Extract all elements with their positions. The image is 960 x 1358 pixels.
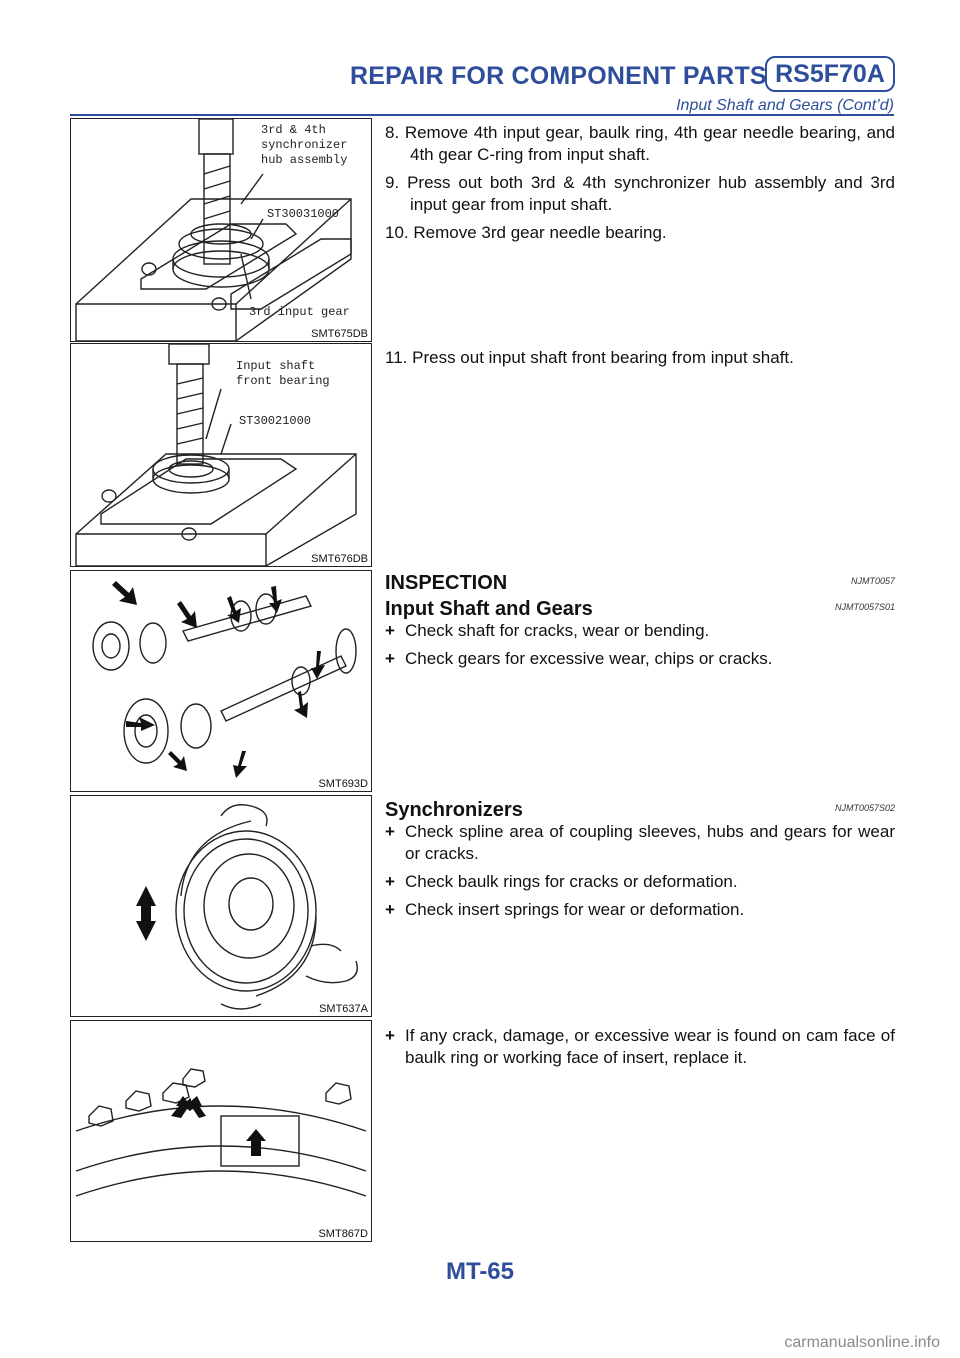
figure-smt867d	[70, 1020, 372, 1242]
step-number: 8.	[385, 123, 400, 142]
bullet-mark: +	[385, 900, 395, 919]
bullet-text: If any crack, damage, or excessive wear is found on cam face of baulk ring or working face of insert, replace it.	[405, 1026, 895, 1067]
bullet-mark: +	[385, 872, 395, 891]
bullet-text: Check shaft for cracks, wear or bending.	[405, 621, 710, 640]
step-text: Remove 3rd gear needle bearing.	[413, 223, 667, 242]
header-divider	[70, 114, 894, 116]
section-title: REPAIR FOR COMPONENT PARTS	[350, 62, 767, 90]
figure-code: SMT867D	[318, 1228, 368, 1240]
inspection-section	[385, 572, 895, 676]
fig2-label-2: front bearing	[236, 374, 330, 388]
subheading-ref-code: NJMT0057S01	[834, 602, 895, 612]
front-bearing-press-illustration	[71, 344, 371, 566]
bullet-mark: +	[385, 649, 395, 668]
step-text: Press out input shaft front bearing from input shaft.	[412, 348, 794, 367]
step-8	[385, 122, 895, 166]
baulk-ring-cam-face-illustration	[71, 1021, 371, 1241]
inspection-heading	[385, 572, 895, 594]
watermark: carmanualsonline.info	[784, 1334, 940, 1351]
bullet-mark: +	[385, 621, 395, 640]
figure-code: SMT693D	[318, 778, 368, 790]
replace-bullet	[385, 1025, 895, 1069]
fig1-label-3: hub assembly	[261, 153, 348, 167]
figure-code: SMT675DB	[311, 328, 368, 340]
figure-code: SMT676DB	[311, 553, 368, 565]
step-number: 10.	[385, 223, 409, 242]
synchronizers-ref-code: NJMT0057S02	[834, 803, 895, 813]
step-11	[385, 347, 895, 369]
page-number: MT-65	[445, 1258, 514, 1285]
input-shaft-gears-inspection-illustration	[71, 571, 371, 791]
synchronizer-hub-press-illustration	[71, 119, 371, 341]
fig1-label-1: 3rd & 4th	[261, 123, 326, 137]
figure-smt675db	[70, 118, 372, 342]
fig1-label-4: ST30031000	[267, 207, 340, 221]
inspection-bullet	[385, 648, 895, 670]
figure-code: SMT637A	[319, 1003, 368, 1015]
bullet-mark: +	[385, 1026, 395, 1045]
bullet-text: Check spline area of coupling sleeves, hubs and gears for wear or cracks.	[405, 822, 895, 863]
synchronizer-inspection-illustration	[71, 796, 371, 1016]
synchronizers-section	[385, 799, 895, 927]
model-badge: RS5F70A	[765, 56, 895, 92]
synchronizer-bullet	[385, 821, 895, 865]
fig1-label-5: 3rd input gear	[249, 305, 350, 319]
step-text: Press out both 3rd & 4th synchronizer hub assembly and 3rd input gear from input shaft.	[407, 173, 895, 214]
fig1-label-2: synchronizer	[261, 138, 348, 152]
synchronizers-heading	[385, 799, 895, 821]
inspection-heading-text: INSPECTION	[385, 572, 508, 594]
step-9	[385, 172, 895, 216]
figure-smt637a	[70, 795, 372, 1017]
replace-note	[385, 1025, 895, 1075]
step-text: Remove 4th input gear, baulk ring, 4th gear needle bearing, and 4th gear C-ring from input shaft.	[404, 123, 895, 164]
subheading-text: Input Shaft and Gears	[385, 598, 593, 620]
bullet-mark: +	[385, 822, 395, 841]
removal-steps	[385, 122, 895, 250]
inspection-bullet	[385, 620, 895, 642]
inspection-ref-code: NJMT0057	[850, 576, 895, 586]
synchronizers-heading-text: Synchronizers	[385, 799, 523, 821]
input-shaft-gears-heading	[385, 598, 895, 620]
step-10	[385, 222, 895, 244]
bullet-text: Check baulk rings for cracks or deformation.	[405, 872, 738, 891]
fig2-label-3: ST30021000	[239, 414, 312, 428]
figure-smt676db	[70, 343, 372, 567]
figure-smt693d	[70, 570, 372, 792]
synchronizer-bullet	[385, 871, 895, 893]
section-subtitle: Input Shaft and Gears (Cont’d)	[676, 97, 894, 114]
synchronizer-bullet	[385, 899, 895, 921]
press-out-step	[385, 347, 895, 375]
bullet-text: Check gears for excessive wear, chips or cracks.	[405, 649, 773, 668]
bullet-text: Check insert springs for wear or deformation.	[405, 900, 745, 919]
step-number: 9.	[385, 173, 400, 192]
step-number: 11.	[385, 348, 408, 367]
fig2-label-1: Input shaft	[236, 359, 316, 373]
